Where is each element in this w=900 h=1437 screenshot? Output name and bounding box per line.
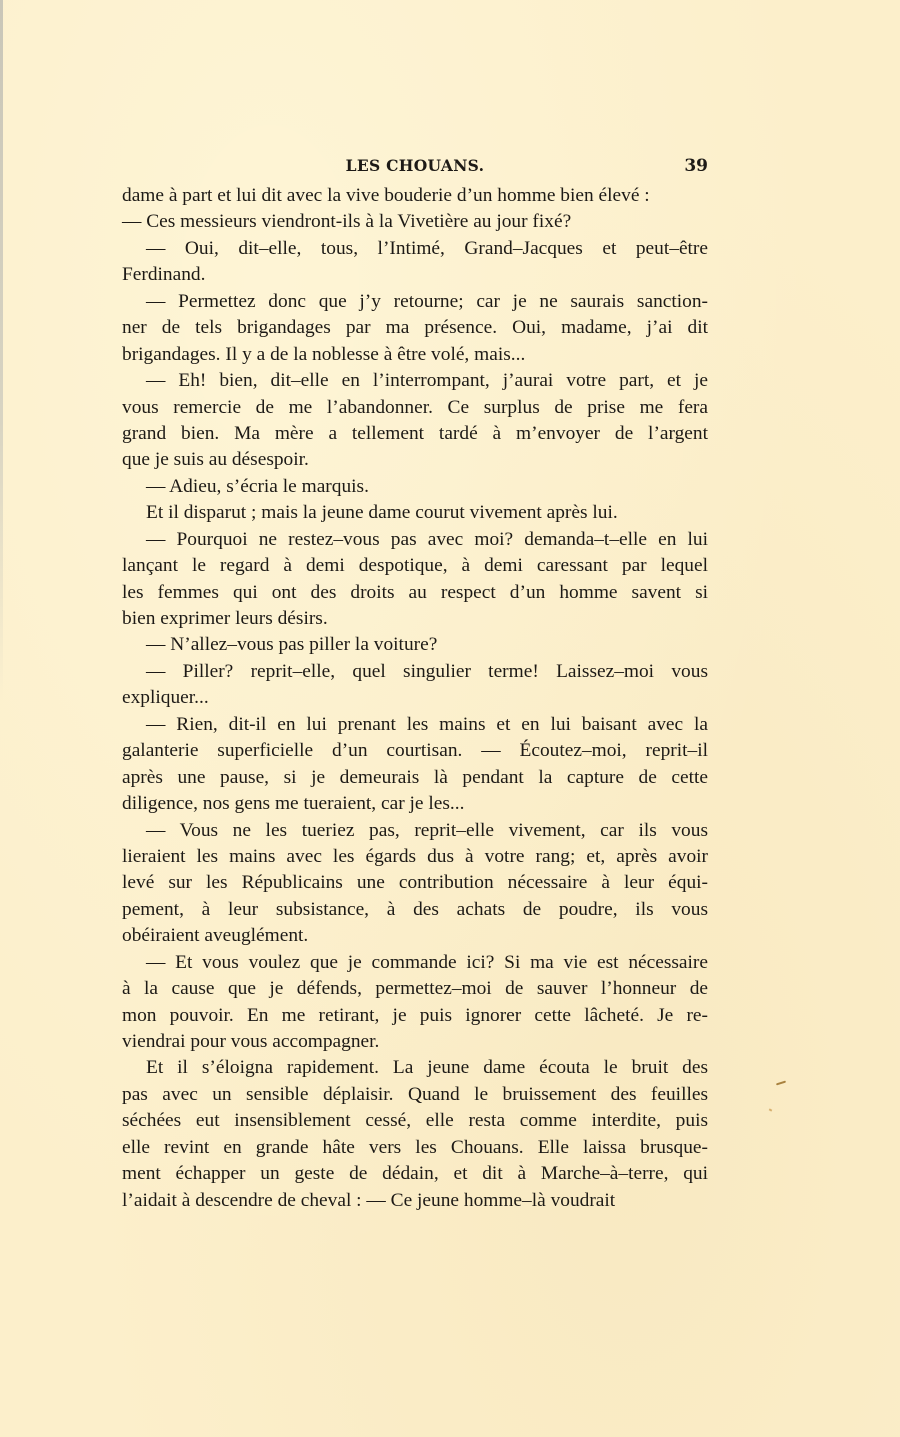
text-line: brigandages. Il y a de la noblesse à être volé, mais... [122,343,526,365]
text-line: que je suis au désespoir. [122,449,309,471]
paragraph [122,632,708,658]
text-line: — Permettez donc que j’y retourne; car je ne saurais sanction- [146,290,708,312]
text-line: obéiraient aveuglément. [122,925,309,947]
text-line: les femmes qui ont des droits au respect d’un homme savent si [122,581,708,603]
text-line: — N’allez–vous pas piller la voiture? [146,634,438,656]
page-number: 39 [684,156,708,176]
text-line: — Vous ne les tueriez pas, reprit–elle vivement, car ils vous [146,819,708,841]
text-line: après une pause, si je demeurais là pendant la capture de cette [122,766,708,788]
text-line: — Piller? reprit–elle, quel singulier terme! Laissez–moi vous [146,660,708,682]
text-line: — Pourquoi ne restez–vous pas avec moi? demanda–t–elle en lui [146,528,708,550]
body-text [122,183,708,1214]
text-line: mon pouvoir. En me retirant, je puis ignorer cette lâcheté. Je re- [122,1004,708,1026]
text-line: viendrai pour vous accompagner. [122,1031,380,1052]
text-line: diligence, nos gens me tueraient, car je les... [122,793,465,815]
paragraph [122,818,708,950]
paper-speck [769,1108,773,1111]
paragraph [122,500,708,526]
text-line: à la cause que je défends, permettez–moi de sauver l’honneur de [122,978,708,1000]
paragraph [122,1055,708,1214]
text-line: ner de tels brigandages par ma présence. Oui, madame, j’ai dit [122,317,708,339]
text-line: lieraient les mains avec les égards dus à votre rang; et, après avoir [122,845,708,867]
paragraph [122,712,708,818]
text-line: pas avec un sensible déplaisir. Quand le bruissement des feuilles [122,1083,708,1105]
running-title: LES CHOUANS. [345,156,485,175]
text-line: grand bien. Ma mère a tellement tardé à m’envoyer de l’argent [122,422,708,444]
text-line: Et il s’éloigna rapidement. La jeune dame écouta le bruit des [146,1057,708,1079]
paragraph [122,368,708,474]
paragraph [122,474,708,500]
text-line: Et il disparut ; mais la jeune dame courut vivement après lui. [146,502,618,524]
paragraph [122,289,708,368]
text-line: — Rien, dit-il en lui prenant les mains et en lui baisant avec la [146,713,708,735]
paragraph [122,950,708,1056]
text-line: bien exprimer leurs désirs. [122,608,328,629]
paragraph [122,236,708,289]
text-line: elle revint en grande hâte vers les Chouans. Elle laissa brusque- [122,1136,708,1158]
text-line: séchées eut insensiblement cessé, elle resta comme interdite, puis [122,1110,708,1132]
text-line: lançant le regard à demi despotique, à demi caressant par lequel [122,555,708,577]
text-line: Ferdinand. [122,264,206,286]
page-edge-shadow [0,0,3,700]
text-line: — Et vous voulez que je commande ici? Si ma vie est nécessaire [146,951,708,973]
paragraph [122,183,708,209]
text-line: — Eh! bien, dit–elle en l’interrompant, j’aurai votre part, et je [146,370,708,392]
text-line: l’aidait à descendre de cheval : — Ce jeune homme–là voudrait [122,1189,616,1211]
text-line: — Adieu, s’écria le marquis. [146,475,369,497]
text-line: vous remercie de me l’abandonner. Ce surplus de prise me fera [122,396,708,418]
text-line: pement, à leur subsistance, à des achats de poudre, ils vous [122,898,708,920]
paragraph [122,659,708,712]
text-line: — Ces messieurs viendront-ils à la Vivetière au jour fixé? [122,211,572,233]
paragraph [122,527,708,633]
text-line: expliquer... [122,687,209,709]
text-line: — Oui, dit–elle, tous, l’Intimé, Grand–Jacques et peut–être [146,237,708,259]
paper-speck [776,1081,786,1086]
text-line: galanterie superficielle d’un courtisan. — Écoutez–moi, reprit–il [122,740,708,762]
text-line: levé sur les Républicains une contribution nécessaire à leur équi- [122,872,708,894]
text-line: ment échapper un geste de dédain, et dit à Marche–à–terre, qui [122,1163,708,1185]
running-head [122,156,708,180]
text-line: dame à part et lui dit avec la vive bouderie d’un homme bien élevé : [122,185,650,206]
paragraph [122,209,708,235]
